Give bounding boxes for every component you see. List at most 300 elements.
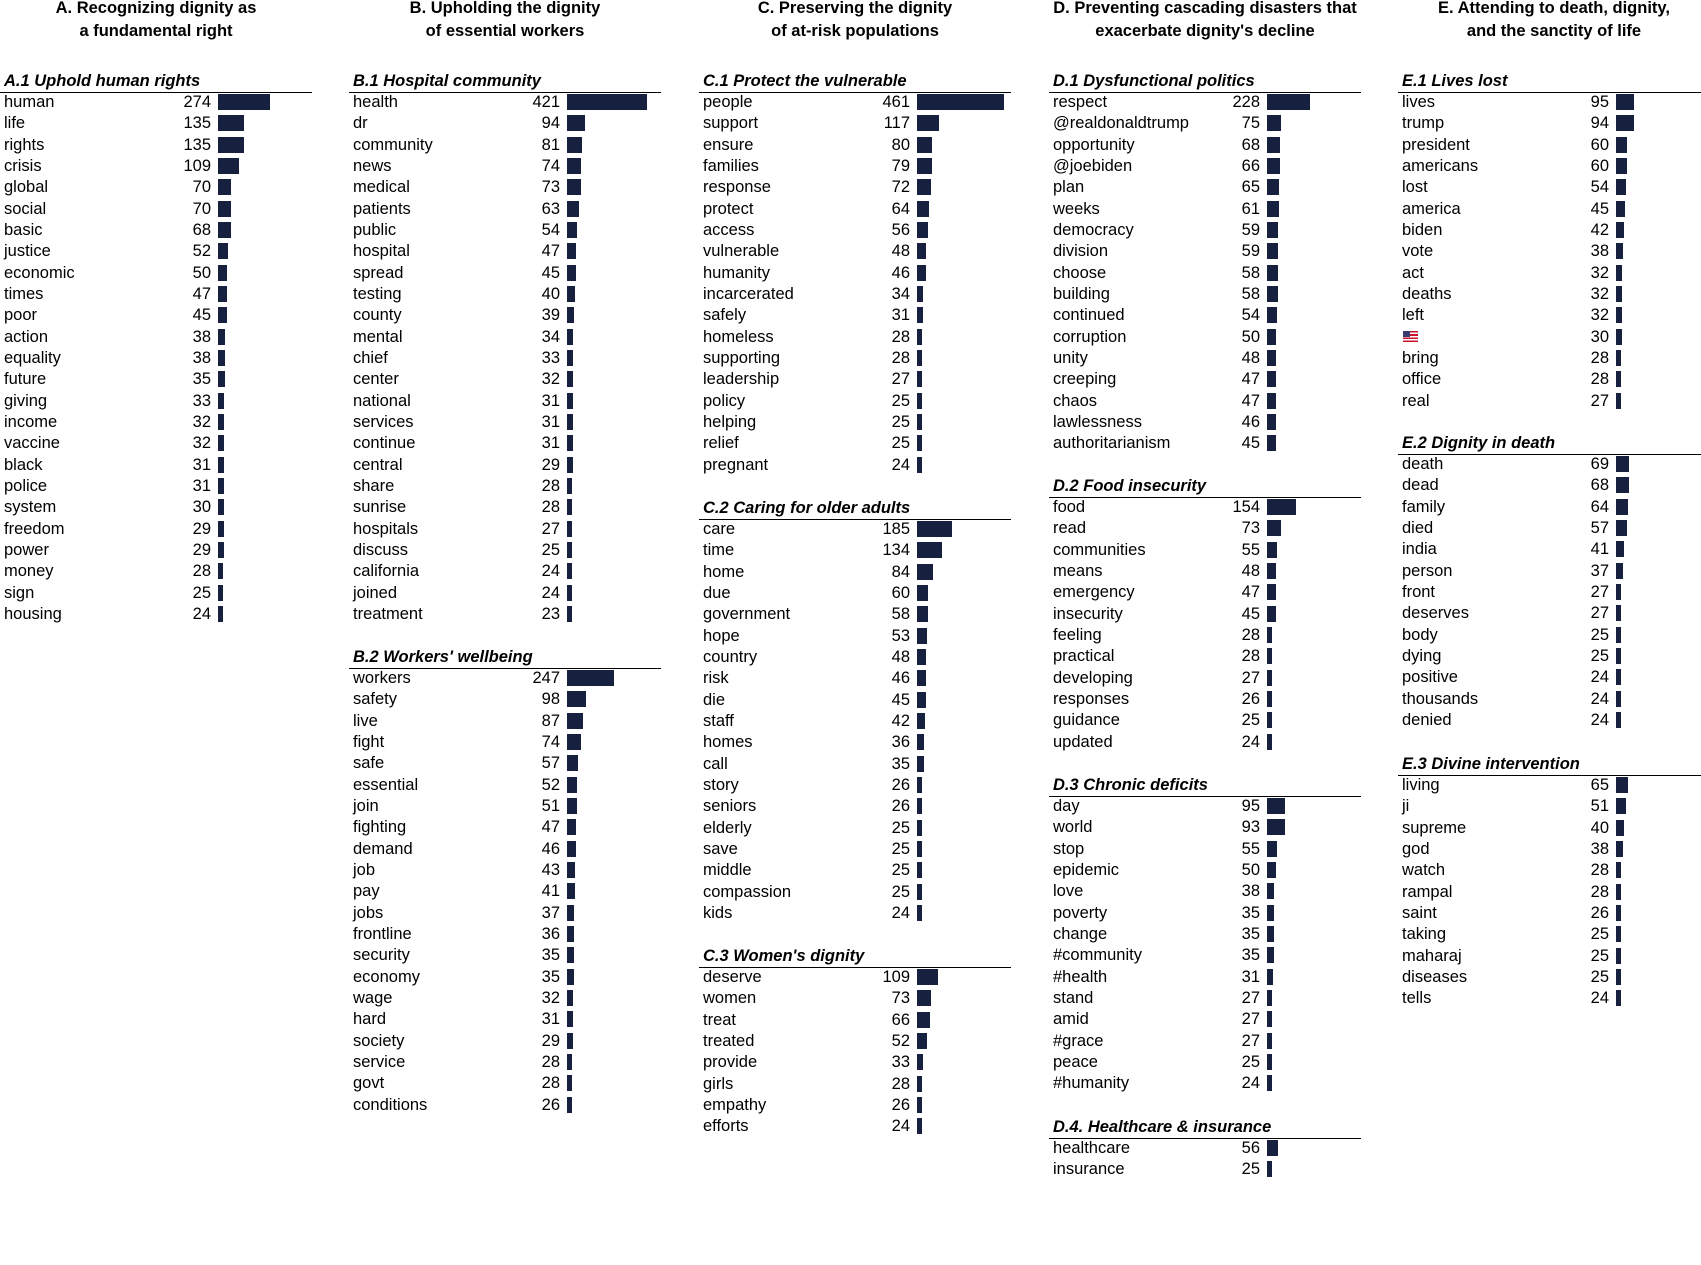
term-row [1049, 347, 1361, 370]
term-row [0, 582, 312, 605]
frequency-bar [917, 798, 922, 814]
term-row [699, 304, 1011, 327]
group-title: C.2 Caring for older adults [703, 499, 911, 517]
frequency-bar [917, 990, 931, 1006]
count-label: 29 [192, 519, 211, 538]
term-row [349, 283, 661, 306]
term-label: communities [1053, 540, 1146, 559]
count-label: 26 [541, 1095, 560, 1114]
count-label: 70 [192, 199, 211, 218]
term-label: india [1402, 540, 1437, 559]
frequency-bar [1267, 926, 1274, 942]
count-label: 25 [891, 391, 910, 410]
term-row [699, 625, 1011, 648]
frequency-bar [1616, 179, 1626, 195]
term-row [1049, 1137, 1361, 1160]
term-label: left [1402, 306, 1425, 325]
term-row [0, 560, 312, 583]
count-label: 28 [541, 498, 560, 517]
count-label: 34 [891, 284, 910, 303]
count-label: 84 [891, 562, 910, 581]
term-label: share [353, 476, 395, 495]
frequency-bar [567, 371, 573, 387]
term-label: government [703, 605, 791, 624]
term-row [0, 518, 312, 541]
count-label: 38 [1590, 839, 1609, 858]
group-title: C.1 Protect the vulnerable [703, 72, 907, 90]
term-row [349, 688, 661, 711]
term-row [699, 368, 1011, 391]
count-label: 48 [891, 242, 910, 261]
term-label: americans [1402, 156, 1479, 175]
count-label: 68 [192, 220, 211, 239]
term-label: person [1402, 561, 1453, 580]
term-label: authoritarianism [1053, 434, 1171, 453]
count-label: 32 [541, 988, 560, 1007]
group-title: E.3 Divine intervention [1402, 755, 1580, 773]
term-row [699, 561, 1011, 584]
frequency-bar [1616, 605, 1621, 621]
term-row [1049, 539, 1361, 562]
frequency-bar [1267, 670, 1272, 686]
term-row [1049, 709, 1361, 732]
term-label: #community [1053, 946, 1142, 965]
term-row [1049, 1030, 1361, 1053]
count-label: 25 [1590, 646, 1609, 665]
count-label: 47 [541, 242, 560, 261]
count-label: 28 [1241, 647, 1260, 666]
term-label: wage [353, 988, 393, 1007]
frequency-bar [567, 734, 581, 750]
term-row [1398, 902, 1701, 925]
count-label: 28 [1241, 625, 1260, 644]
frequency-bar [1616, 777, 1628, 793]
term-label: giving [4, 391, 48, 410]
term-row [349, 390, 661, 413]
term-row [1398, 474, 1701, 497]
term-label: treatment [353, 604, 423, 623]
frequency-bar [1267, 286, 1278, 302]
count-label: 61 [1241, 199, 1260, 218]
count-label: 48 [1241, 561, 1260, 580]
term-row [699, 91, 1011, 114]
frequency-bar [218, 179, 231, 195]
term-row [699, 987, 1011, 1010]
term-label: provide [703, 1053, 758, 1072]
frequency-bar [1616, 669, 1621, 685]
frequency-bar [218, 286, 227, 302]
column-header-line: a fundamental right [79, 22, 233, 40]
term-label: means [1053, 561, 1103, 580]
term-label: efforts [703, 1117, 749, 1136]
term-label: lives [1402, 93, 1436, 111]
count-label: 40 [1590, 818, 1609, 837]
frequency-bar [917, 884, 922, 900]
term-row [349, 134, 661, 157]
frequency-bar [1616, 884, 1621, 900]
term-row [349, 240, 661, 263]
frequency-bar [1267, 499, 1296, 515]
count-label: 38 [1590, 242, 1609, 261]
count-label: 58 [891, 605, 910, 624]
column-header [0, 0, 312, 43]
frequency-bar [567, 713, 583, 729]
term-label: living [1402, 776, 1440, 794]
count-label: 42 [1590, 220, 1609, 239]
column-header-line: C. Preserving the dignity [757, 0, 953, 17]
frequency-bar [1616, 307, 1622, 323]
column-header-line: of essential workers [425, 22, 585, 40]
term-row [1398, 326, 1701, 349]
count-label: 57 [1590, 518, 1609, 537]
term-label: money [4, 562, 54, 581]
term-row [1049, 1072, 1361, 1095]
term-row [349, 432, 661, 455]
term-label: families [703, 156, 759, 175]
count-label: 59 [1241, 242, 1260, 261]
term-label: story [703, 775, 739, 794]
term-row [1049, 368, 1361, 391]
count-label: 45 [891, 690, 910, 709]
count-label: 54 [1590, 178, 1609, 197]
count-label: 35 [891, 754, 910, 773]
term-row [1398, 795, 1701, 818]
term-label: demand [353, 839, 413, 858]
term-row [349, 582, 661, 605]
term-row [699, 795, 1011, 818]
term-label: income [4, 412, 58, 431]
frequency-bar [917, 115, 939, 131]
term-row [349, 475, 661, 498]
count-label: 26 [891, 797, 910, 816]
frequency-bar [1267, 841, 1277, 857]
frequency-bar [1267, 627, 1272, 643]
count-label: 27 [1241, 988, 1260, 1007]
count-label: 28 [891, 327, 910, 346]
count-label: 98 [541, 690, 560, 709]
count-label: 68 [1241, 135, 1260, 154]
frequency-bar [917, 1076, 922, 1092]
count-label: 65 [1241, 178, 1260, 197]
term-row [699, 1051, 1011, 1074]
count-label: 94 [541, 114, 560, 133]
term-label: lost [1402, 178, 1428, 197]
count-label: 32 [1590, 284, 1609, 303]
count-label: 57 [541, 754, 560, 773]
count-label: 31 [891, 306, 910, 325]
term-row [699, 603, 1011, 626]
frequency-bar [1267, 734, 1272, 750]
count-label: 28 [891, 348, 910, 367]
count-label: 24 [541, 583, 560, 602]
frequency-bar [218, 563, 223, 579]
count-label: 26 [1241, 689, 1260, 708]
term-label: ensure [703, 135, 754, 154]
term-row [699, 817, 1011, 840]
count-label: 66 [1241, 156, 1260, 175]
count-label: 47 [192, 284, 211, 303]
term-label: guidance [1053, 711, 1120, 730]
count-label: 33 [192, 391, 211, 410]
term-label: treat [703, 1010, 737, 1029]
count-label: 228 [1232, 93, 1260, 111]
term-label: food [1053, 498, 1086, 516]
frequency-bar [567, 521, 572, 537]
count-label: 25 [891, 861, 910, 880]
term-row [1049, 91, 1361, 114]
term-label: police [4, 476, 48, 495]
frequency-bar [917, 521, 952, 537]
term-label: chaos [1053, 391, 1098, 410]
term-label: #grace [1053, 1031, 1104, 1050]
count-label: 87 [541, 711, 560, 730]
term-label: dr [353, 114, 368, 133]
frequency-bar [917, 841, 922, 857]
count-label: 45 [1241, 604, 1260, 623]
count-label: 46 [891, 263, 910, 282]
count-label: 51 [541, 796, 560, 815]
count-label: 35 [541, 967, 560, 986]
term-label: mental [353, 327, 403, 346]
term-row [699, 283, 1011, 306]
term-label: practical [1053, 647, 1115, 666]
frequency-bar [567, 862, 575, 878]
term-row [1398, 581, 1701, 604]
term-label: sunrise [353, 498, 407, 517]
count-label: 69 [1590, 455, 1609, 473]
term-label: girls [703, 1074, 734, 1093]
term-label: denied [1402, 710, 1452, 729]
term-row [349, 1094, 661, 1117]
term-row [1049, 944, 1361, 967]
term-label: watch [1402, 861, 1446, 880]
frequency-bar [567, 563, 572, 579]
count-label: 51 [1590, 797, 1609, 816]
term-label: call [703, 754, 728, 773]
frequency-bar [567, 926, 574, 942]
term-label: news [353, 156, 392, 175]
frequency-bar [567, 329, 573, 345]
count-label: 38 [192, 348, 211, 367]
frequency-bar [917, 1012, 930, 1028]
term-label: insecurity [1053, 604, 1123, 623]
term-row [0, 347, 312, 370]
count-label: 25 [1241, 711, 1260, 730]
group-title: D.1 Dysfunctional politics [1053, 72, 1255, 90]
frequency-bar [218, 606, 223, 622]
count-label: 41 [1590, 540, 1609, 559]
term-label: global [4, 178, 49, 197]
count-label: 109 [882, 968, 910, 986]
frequency-bar [917, 329, 922, 345]
term-label: life [4, 114, 26, 133]
frequency-bar [917, 94, 1004, 110]
term-label: #humanity [1053, 1074, 1130, 1093]
term-row [1049, 176, 1361, 199]
term-row [1049, 326, 1361, 349]
count-label: 31 [541, 1010, 560, 1029]
term-label: chief [353, 348, 388, 367]
term-row [1398, 817, 1701, 840]
term-label: elderly [703, 818, 752, 837]
frequency-bar [1616, 393, 1621, 409]
term-label: live [353, 711, 378, 730]
term-label: community [353, 135, 433, 154]
frequency-bar [567, 115, 585, 131]
term-row [1398, 283, 1701, 306]
count-label: 25 [891, 434, 910, 453]
term-label: services [353, 412, 414, 431]
frequency-bar [567, 841, 576, 857]
frequency-bar [917, 307, 923, 323]
frequency-bar [1267, 179, 1279, 195]
frequency-bar [1616, 563, 1623, 579]
frequency-bar [1267, 307, 1277, 323]
count-label: 47 [1241, 391, 1260, 410]
column-header [699, 0, 1011, 43]
frequency-bar [567, 393, 573, 409]
term-row [0, 454, 312, 477]
frequency-bar [1616, 94, 1634, 110]
frequency-bar [1616, 265, 1622, 281]
term-row [0, 496, 312, 519]
term-label: president [1402, 135, 1470, 154]
frequency-bar [218, 329, 225, 345]
term-label: saint [1402, 903, 1437, 922]
count-label: 29 [541, 1031, 560, 1050]
term-label: god [1402, 839, 1430, 858]
term-row [1398, 517, 1701, 540]
frequency-bar [1616, 499, 1628, 515]
count-label: 35 [1241, 946, 1260, 965]
term-label: feeling [1053, 625, 1102, 644]
count-label: 134 [882, 541, 910, 560]
count-label: 109 [183, 156, 211, 175]
term-label: developing [1053, 668, 1133, 687]
frequency-bar [917, 734, 924, 750]
count-label: 79 [891, 156, 910, 175]
term-label: bring [1402, 348, 1439, 367]
term-row [1398, 538, 1701, 561]
term-row [0, 475, 312, 498]
count-label: 30 [1590, 327, 1609, 346]
term-label: discuss [353, 540, 409, 559]
term-label: safety [353, 690, 398, 709]
term-label: vulnerable [703, 242, 780, 261]
term-label: dead [1402, 476, 1439, 495]
term-row [0, 240, 312, 263]
frequency-bar [917, 435, 922, 451]
count-label: 28 [891, 1074, 910, 1093]
group-title: E.2 Dignity in death [1402, 434, 1556, 452]
frequency-bar [1267, 905, 1274, 921]
frequency-bar [567, 478, 572, 494]
column-header-line: B. Upholding the dignity [409, 0, 601, 17]
group-title: B.1 Hospital community [353, 72, 541, 90]
term-row [699, 176, 1011, 199]
frequency-bar [1616, 990, 1621, 1006]
term-row [1049, 155, 1361, 178]
count-label: 63 [541, 199, 560, 218]
frequency-bar [567, 499, 572, 515]
count-label: 28 [1590, 882, 1609, 901]
count-label: 27 [1590, 391, 1609, 410]
count-label: 40 [541, 284, 560, 303]
term-row [699, 240, 1011, 263]
term-label: justice [4, 242, 51, 261]
term-row [699, 774, 1011, 797]
term-row [1049, 645, 1361, 668]
term-row [1398, 176, 1701, 199]
term-label: homeless [703, 327, 774, 346]
term-row [1049, 581, 1361, 604]
count-label: 36 [541, 924, 560, 943]
term-row [1049, 390, 1361, 413]
column-header [1398, 0, 1701, 43]
frequency-bar [567, 243, 576, 259]
count-label: 274 [183, 93, 211, 111]
column-header-line: of at-risk populations [771, 22, 939, 40]
count-label: 27 [1241, 668, 1260, 687]
frequency-bar [1267, 329, 1276, 345]
term-row [1398, 155, 1701, 178]
term-row [699, 1115, 1011, 1138]
term-row [699, 198, 1011, 221]
count-label: 55 [1241, 540, 1260, 559]
count-label: 60 [1590, 156, 1609, 175]
frequency-bar [1267, 1033, 1272, 1049]
frequency-bar [567, 137, 582, 153]
frequency-bar [567, 798, 577, 814]
term-row [349, 944, 661, 967]
term-row [699, 411, 1011, 434]
term-row [349, 966, 661, 989]
term-label: taking [1402, 925, 1447, 944]
column-header-line: and the sanctity of life [1466, 22, 1642, 40]
frequency-bar [1267, 243, 1278, 259]
term-label: policy [703, 391, 746, 410]
term-label: join [353, 796, 379, 815]
term-label: family [1402, 497, 1446, 516]
term-row [1049, 304, 1361, 327]
term-label: positive [1402, 668, 1458, 687]
count-label: 135 [183, 114, 211, 133]
term-row [699, 539, 1011, 562]
count-label: 50 [1241, 327, 1260, 346]
count-label: 25 [1590, 625, 1609, 644]
term-row [349, 1072, 661, 1095]
term-label: office [1402, 370, 1442, 389]
term-row [349, 326, 661, 349]
frequency-bar [567, 1033, 573, 1049]
count-label: 24 [1241, 1074, 1260, 1093]
term-label: weeks [1053, 199, 1100, 218]
term-row [0, 304, 312, 327]
count-label: 25 [891, 818, 910, 837]
term-row [699, 1030, 1011, 1053]
count-label: 80 [891, 135, 910, 154]
term-label: choose [1053, 263, 1107, 282]
frequency-bar [1616, 477, 1629, 493]
frequency-bar [218, 457, 224, 473]
count-label: 24 [891, 455, 910, 474]
frequency-bar [218, 371, 225, 387]
count-label: 73 [891, 989, 910, 1008]
frequency-bar [1267, 94, 1310, 110]
frequency-bar [1267, 435, 1276, 451]
term-row [699, 1094, 1011, 1117]
term-label: jobs [353, 903, 384, 922]
